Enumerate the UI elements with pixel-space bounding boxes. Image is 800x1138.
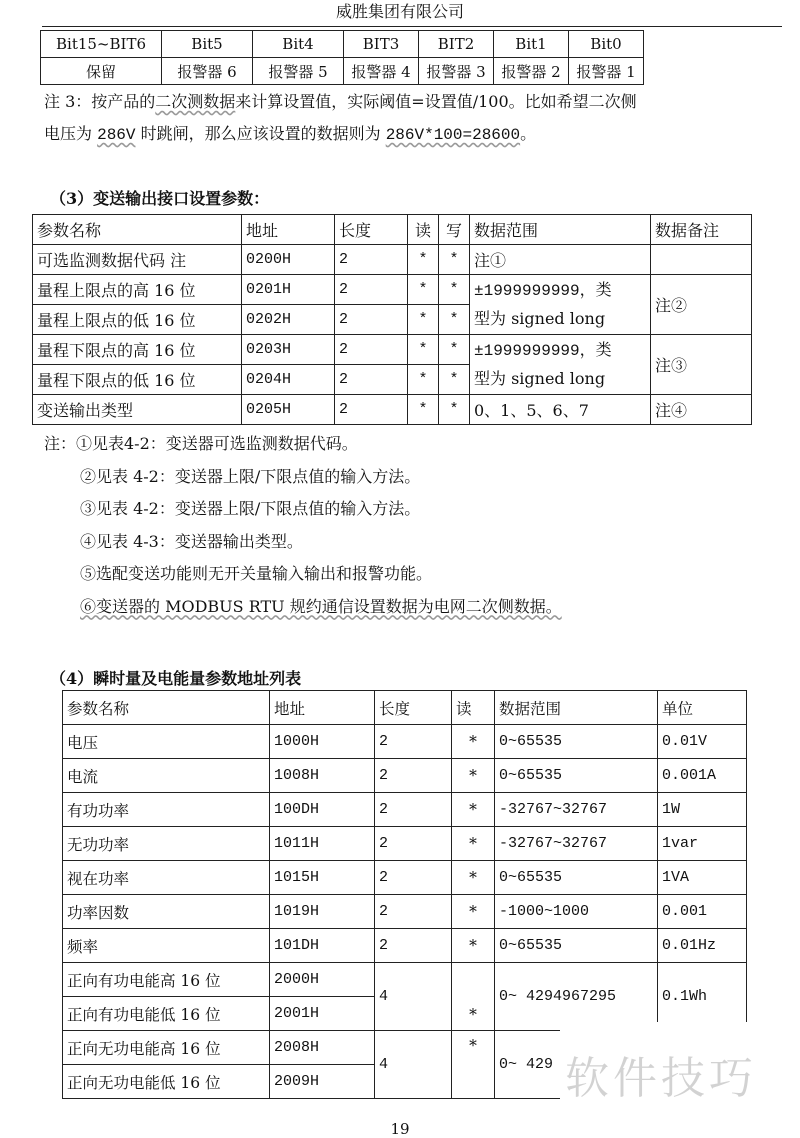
param-len: 2	[375, 725, 452, 759]
param-range: -1000~1000	[495, 895, 658, 929]
param-range: -32767~32767	[495, 793, 658, 827]
param-name: 正向有功电能低 16 位	[63, 997, 270, 1031]
param-name: 电压	[63, 725, 270, 759]
note3-text: 时跳闸，那么应该设置的数据则为	[135, 124, 386, 143]
section3-title: （3）变送输出接口设置参数：	[50, 189, 270, 208]
bit-cell: Bit15~BIT6	[41, 31, 162, 58]
header-rule	[42, 26, 782, 27]
table-header-row	[63, 691, 747, 725]
col-header: 数据范围	[470, 215, 651, 245]
param-write: *	[439, 245, 470, 275]
note-line: 注：①见表4-2：变送器可选监测数据代码。	[44, 434, 358, 453]
param-addr: 1015H	[270, 861, 375, 895]
param-unit: 0.001A	[658, 759, 747, 793]
param-read: *	[408, 335, 439, 365]
param-name: 量程上限点的低 16 位	[33, 305, 242, 335]
param-addr: 2001H	[270, 997, 375, 1031]
bit-meaning: 报警器 6	[162, 58, 253, 85]
col-header: 读	[452, 691, 495, 725]
param-len: 4	[375, 963, 452, 1031]
table-row	[33, 245, 752, 275]
table-row	[63, 929, 747, 963]
param-name: 变送输出类型	[33, 395, 242, 425]
param-write: *	[439, 395, 470, 425]
param-write: *	[439, 365, 470, 395]
param-len: 2	[375, 759, 452, 793]
bit-cell: BIT2	[419, 31, 494, 58]
col-header: 地址	[242, 215, 335, 245]
range-line: 型为 signed long	[474, 309, 606, 328]
param-range: 0~65535	[495, 929, 658, 963]
param-len: 2	[335, 305, 408, 335]
table-row	[63, 861, 747, 895]
param-len: 2	[375, 929, 452, 963]
param-unit: 0.1Wh	[658, 963, 747, 1031]
col-header: 读	[408, 215, 439, 245]
param-read: *	[408, 275, 439, 305]
param-len: 2	[375, 895, 452, 929]
bit-meaning: 报警器 2	[494, 58, 569, 85]
col-header: 数据备注	[651, 215, 752, 245]
note3-text: 注 3：按产品的	[44, 92, 156, 111]
col-header: 参数名称	[33, 215, 242, 245]
param-len: 2	[335, 245, 408, 275]
note3-underlined: 286V*100=28600	[385, 126, 521, 144]
range-line: 型为 signed long	[474, 369, 606, 388]
param-unit: 1W	[658, 793, 747, 827]
param-len: 2	[375, 861, 452, 895]
param-addr: 0202H	[242, 305, 335, 335]
note3-line2	[44, 118, 784, 151]
bit-meaning: 报警器 5	[253, 58, 344, 85]
param-addr: 2009H	[270, 1065, 375, 1099]
param-read: *	[452, 1031, 495, 1099]
param-len: 2	[335, 335, 408, 365]
table-row	[63, 963, 747, 997]
param-read: *	[452, 929, 495, 963]
param-name: 视在功率	[63, 861, 270, 895]
bit-meaning-row	[41, 58, 644, 85]
col-header: 参数名称	[63, 691, 270, 725]
param-range-upper	[470, 275, 651, 335]
param-note-upper: 注②	[651, 275, 752, 335]
param-len: 4	[375, 1031, 452, 1099]
param-unit: 1VA	[658, 861, 747, 895]
param-note-lower: 注③	[651, 335, 752, 395]
param-unit: 0.01V	[658, 725, 747, 759]
param-read: *	[452, 827, 495, 861]
page-header: 威胜集团有限公司	[335, 2, 464, 21]
param-read: *	[452, 725, 495, 759]
note3-line1	[44, 86, 784, 118]
param-read: *	[452, 793, 495, 827]
bit-cell: Bit4	[253, 31, 344, 58]
note-line: ③见表 4-2：变送器上限/下限点值的输入方法。	[80, 499, 421, 518]
param-addr: 1008H	[270, 759, 375, 793]
table-row	[33, 395, 752, 425]
param-addr: 100DH	[270, 793, 375, 827]
param-len: 2	[335, 275, 408, 305]
table-row	[33, 335, 752, 365]
param-name: 可选监测数据代码 注	[33, 245, 242, 275]
col-header: 写	[439, 215, 470, 245]
param-read: *	[452, 861, 495, 895]
table-row	[63, 793, 747, 827]
param-addr: 101DH	[270, 929, 375, 963]
bit-meaning: 报警器 4	[344, 58, 419, 85]
param-name: 正向无功电能高 16 位	[63, 1031, 270, 1065]
bit-cell: Bit0	[569, 31, 644, 58]
param-range: 0~65535	[495, 861, 658, 895]
param-range: 0~ 4294967295	[495, 963, 658, 1031]
param-addr: 1000H	[270, 725, 375, 759]
param-name: 功率因数	[63, 895, 270, 929]
bit-meaning: 保留	[41, 58, 162, 85]
notes-block	[44, 428, 784, 623]
param-note	[651, 245, 752, 275]
note-line: ⑤选配变送功能则无开关量输入输出和报警功能。	[80, 564, 433, 583]
param-note: 注④	[651, 395, 752, 425]
param-write: *	[439, 335, 470, 365]
param-addr: 1019H	[270, 895, 375, 929]
bit-header-row	[41, 31, 644, 58]
param-name: 正向无功电能低 16 位	[63, 1065, 270, 1099]
note3-text: 。	[520, 124, 537, 143]
col-header: 地址	[270, 691, 375, 725]
note-line: ④见表 4-3：变送器输出类型。	[80, 531, 303, 551]
note3-text: 来计算设置值，实际阈值=设置值/100。比如希望二次侧	[235, 92, 637, 111]
param-read: *	[408, 305, 439, 335]
table-row	[63, 725, 747, 759]
param-addr: 0201H	[242, 275, 335, 305]
param-read: *	[452, 759, 495, 793]
param-len: 2	[375, 793, 452, 827]
param-read: *	[452, 895, 495, 929]
bit-cell: Bit1	[494, 31, 569, 58]
param-range: 0~65535	[495, 725, 658, 759]
param-read: *	[408, 245, 439, 275]
param-range: 0~ 429	[495, 1031, 658, 1099]
param-addr: 1011H	[270, 827, 375, 861]
col-header: 数据范围	[495, 691, 658, 725]
table-header-row	[33, 215, 752, 245]
param-range-lower	[470, 335, 651, 395]
param-name: 有功功率	[63, 793, 270, 827]
bit-meaning: 报警器 3	[419, 58, 494, 85]
section4-title: （4）瞬时量及电能量参数地址列表	[50, 669, 302, 688]
note3-underlined: 二次测数据	[155, 92, 236, 111]
param-addr: 0204H	[242, 365, 335, 395]
param-range: 注①	[470, 245, 651, 275]
param-name: 频率	[63, 929, 270, 963]
table-row	[63, 827, 747, 861]
range-line: ±1999999999，类	[474, 342, 612, 360]
bit-cell: BIT3	[344, 31, 419, 58]
col-header: 长度	[335, 215, 408, 245]
bit-meaning: 报警器 1	[569, 58, 644, 85]
transmitter-param-table	[32, 214, 752, 425]
note-line: ②见表 4-2：变送器上限/下限点值的输入方法。	[80, 466, 421, 486]
param-unit: 0.001	[658, 895, 747, 929]
param-range: -32767~32767	[495, 827, 658, 861]
param-len: 2	[335, 395, 408, 425]
param-name: 量程下限点的低 16 位	[33, 365, 242, 395]
param-name: 无功功率	[63, 827, 270, 861]
param-write: *	[439, 275, 470, 305]
param-unit: 0.01Hz	[658, 929, 747, 963]
watermark-text: 软件技巧	[565, 1053, 757, 1104]
bit-cell: Bit5	[162, 31, 253, 58]
param-read: *	[452, 963, 495, 1031]
param-addr: 0205H	[242, 395, 335, 425]
param-name: 量程上限点的高 16 位	[33, 275, 242, 305]
param-read: *	[408, 365, 439, 395]
table-row	[63, 895, 747, 929]
note3-underlined: 286V	[97, 126, 136, 144]
param-read: *	[408, 395, 439, 425]
param-len: 2	[375, 827, 452, 861]
param-name: 正向有功电能高 16 位	[63, 963, 270, 997]
table-row	[33, 275, 752, 305]
param-addr: 0203H	[242, 335, 335, 365]
param-range: 0、1、5、6、7	[470, 395, 651, 425]
param-addr: 2008H	[270, 1031, 375, 1065]
param-name: 电流	[63, 759, 270, 793]
alarm-bit-table	[40, 30, 644, 85]
param-len: 2	[335, 365, 408, 395]
param-addr: 0200H	[242, 245, 335, 275]
range-line: ±1999999999，类	[474, 282, 612, 300]
col-header: 单位	[658, 691, 747, 725]
param-unit: 1var	[658, 827, 747, 861]
table-row	[63, 759, 747, 793]
col-header: 长度	[375, 691, 452, 725]
page-number: 19	[390, 1120, 410, 1138]
param-range: 0~65535	[495, 759, 658, 793]
note-line: ⑥变送器的 MODBUS RTU 规约通信设置数据为电网二次侧数据。	[80, 596, 562, 616]
param-addr: 2000H	[270, 963, 375, 997]
param-name: 量程下限点的高 16 位	[33, 335, 242, 365]
param-write: *	[439, 305, 470, 335]
note3-text: 电压为	[44, 124, 98, 143]
